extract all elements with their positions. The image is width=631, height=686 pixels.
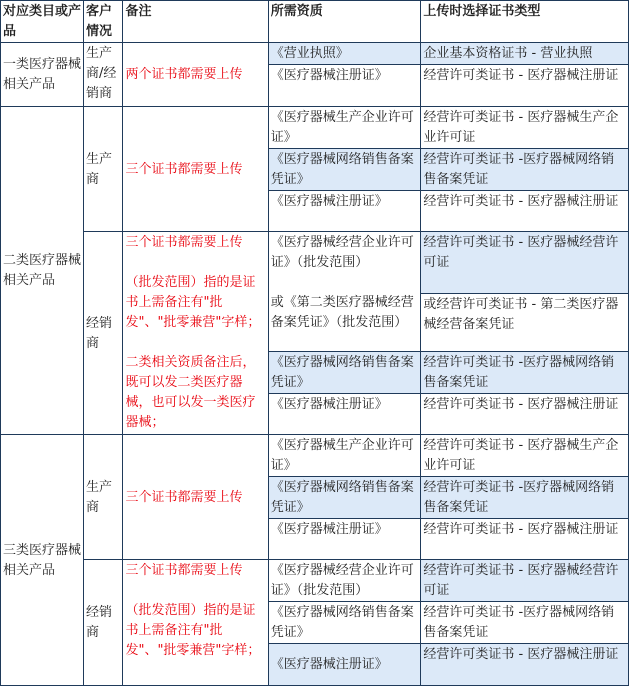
- table-row: [1, 560, 629, 602]
- cert-type-cell: 经营许可类证书 -医疗器械网络销售备案凭证: [421, 602, 629, 644]
- cert-type-cell: 经营许可类证书 - 医疗器械生产企业许可证: [421, 435, 629, 477]
- header-row: [1, 1, 629, 43]
- note-line: 三个证书都需要上传: [125, 235, 243, 250]
- note-line: （批发范围）指的是证书上需备注有"批发"、"批零兼营"字样；: [125, 603, 261, 658]
- note-line: 三个证书都需要上传: [125, 563, 243, 578]
- qualification-cell: 《营业执照》: [268, 43, 421, 65]
- cert-type-cell: 经营许可类证书 - 医疗器械生产企业许可证: [421, 107, 629, 149]
- cert-type-cell: 经营许可类证书 - 医疗器械注册证: [421, 191, 629, 232]
- category-cell: 一类医疗器械相关产品: [1, 43, 84, 107]
- cert-type-cell: 经营许可类证书 -医疗器械网络销售备案凭证: [421, 352, 629, 394]
- header-customer: 客户情况: [84, 1, 123, 43]
- qualification-cell: 《医疗器械生产企业许可证》: [268, 107, 421, 149]
- cert-type-cell: 经营许可类证书 - 医疗器械经营许可证: [421, 560, 629, 602]
- customer-cell: 经销商: [84, 232, 123, 435]
- cert-type-cell: 经营许可类证书 - 医疗器械注册证: [421, 644, 629, 686]
- cert-type-cell: 经营许可类证书 - 医疗器械经营许可证: [421, 232, 629, 294]
- header-qualification: 所需资质: [268, 1, 421, 43]
- qualification-text: 《医疗器械经营企业许可证》（批发范围）: [270, 235, 414, 270]
- qualification-cell: 《医疗器械网络销售备案凭证》: [268, 477, 421, 519]
- note-line: （批发范围）指的是证书上需备注有"批发"、"批零兼营"字样；: [125, 275, 261, 330]
- qualification-cell: 《医疗器械注册证》: [268, 191, 421, 232]
- cert-type-cell: 经营许可类证书 -医疗器械网络销售备案凭证: [421, 477, 629, 519]
- qualification-cell: [268, 232, 421, 352]
- header-category: 对应类目或产品: [1, 1, 84, 43]
- customer-cell: 经销商: [84, 560, 123, 686]
- qualification-cell: 《医疗器械注册证》: [268, 519, 421, 560]
- table-row: [1, 107, 629, 149]
- note-line: 二类相关资质备注后，既可以发二类医疗器械，也可以发一类医疗器械；: [125, 355, 256, 430]
- category-cell: 二类医疗器械相关产品: [1, 107, 84, 435]
- qualification-text: 或《第二类医疗器械经营备案凭证》（批发范围）: [270, 295, 414, 330]
- cert-type-cell: 经营许可类证书 - 医疗器械注册证: [421, 394, 629, 435]
- qualification-cell: 《医疗器械网络销售备案凭证》: [268, 352, 421, 394]
- cert-type-cell: 经营许可类证书 - 医疗器械注册证: [421, 519, 629, 560]
- qualification-cell: 《医疗器械注册证》: [268, 65, 421, 107]
- note-cell: 三个证书都需要上传: [123, 435, 268, 560]
- qualification-cell: 《医疗器械注册证》: [268, 394, 421, 435]
- qualification-cell: 《医疗器械网络销售备案凭证》: [268, 149, 421, 191]
- customer-cell: 生产商: [84, 107, 123, 232]
- cert-type-cell: 经营许可类证书 -医疗器械网络销售备案凭证: [421, 149, 629, 191]
- qualification-cell: 《医疗器械网络销售备案凭证》: [268, 602, 421, 644]
- table-row: [1, 232, 629, 294]
- note-cell: 两个证书都需要上传: [123, 43, 268, 107]
- header-cert-type: 上传时选择证书类型: [421, 1, 629, 43]
- customer-cell: 生产商: [84, 435, 123, 560]
- header-note: 备注: [123, 1, 268, 43]
- cert-type-cell: 或经营许可类证书 - 第二类医疗器械经营备案凭证: [421, 294, 629, 352]
- table-row: [1, 435, 629, 477]
- note-cell: 三个证书都需要上传: [123, 107, 268, 232]
- qualification-cell: 《医疗器械经营企业许可证》（批发范围）: [268, 560, 421, 602]
- customer-cell: 生产商/经销商: [84, 43, 123, 107]
- qualification-cell: 《医疗器械生产企业许可证》: [268, 435, 421, 477]
- note-cell: [123, 560, 268, 686]
- qualification-cell: 《医疗器械注册证》: [268, 644, 421, 686]
- note-cell: [123, 232, 268, 435]
- table-row: [1, 43, 629, 65]
- cert-type-cell: 企业基本资格证书 - 营业执照: [421, 43, 629, 65]
- cert-type-cell: 经营许可类证书 - 医疗器械注册证: [421, 65, 629, 107]
- category-cell: 三类医疗器械相关产品: [1, 435, 84, 686]
